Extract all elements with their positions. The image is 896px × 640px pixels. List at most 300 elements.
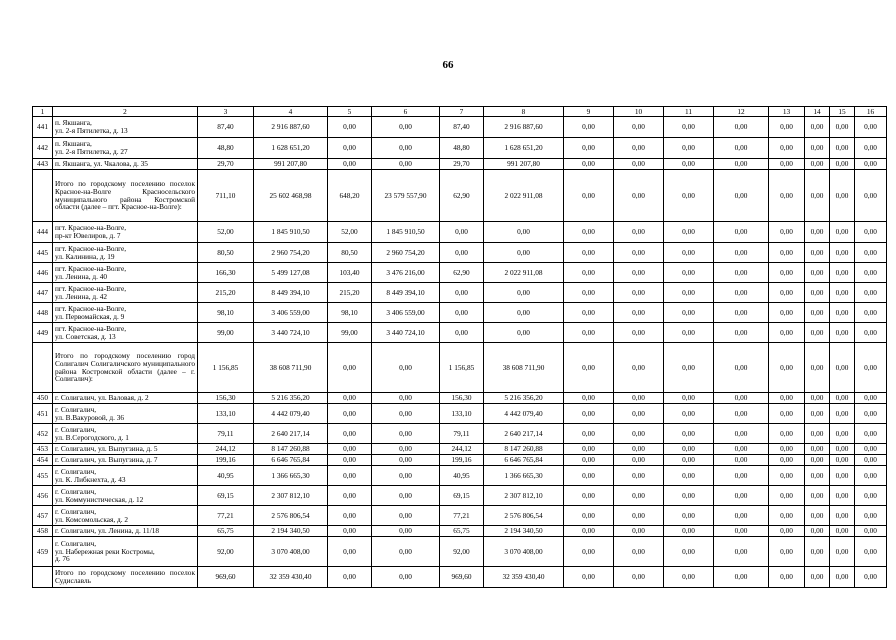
value-cell: 0,00 xyxy=(830,466,855,486)
value-cell: 0,00 xyxy=(769,466,805,486)
value-cell: 5 216 356,20 xyxy=(254,393,328,404)
value-cell: 156,30 xyxy=(198,393,254,404)
header-cell: 15 xyxy=(830,107,855,117)
value-cell: 0,00 xyxy=(855,222,887,243)
value-cell: 0,00 xyxy=(664,323,714,343)
value-cell: 0,00 xyxy=(372,424,440,444)
value-cell: 0,00 xyxy=(769,138,805,159)
value-cell: 52,00 xyxy=(328,222,372,243)
value-cell: 0,00 xyxy=(614,506,664,526)
value-cell: 0,00 xyxy=(769,263,805,283)
value-cell: 215,20 xyxy=(328,283,372,303)
value-cell: 4 442 079,40 xyxy=(254,404,328,424)
value-cell: 0,00 xyxy=(372,455,440,466)
header-cell: 11 xyxy=(664,107,714,117)
value-cell: 3 070 408,00 xyxy=(254,537,328,567)
value-cell: 969,60 xyxy=(440,567,484,588)
value-cell: 99,00 xyxy=(198,323,254,343)
address-cell: Итого по городскому поселению город Солигалич Солигаличского муниципального района Костромской области (далее – г. Солигалич): xyxy=(53,343,198,393)
value-cell: 0,00 xyxy=(664,263,714,283)
housing-register-table xyxy=(32,106,887,588)
value-cell: 0,00 xyxy=(614,455,664,466)
value-cell: 0,00 xyxy=(714,170,769,222)
value-cell: 0,00 xyxy=(564,138,614,159)
value-cell: 0,00 xyxy=(805,117,830,138)
value-cell: 0,00 xyxy=(564,393,614,404)
table-row xyxy=(33,323,887,343)
value-cell: 991 207,80 xyxy=(484,159,564,170)
value-cell: 98,10 xyxy=(328,303,372,323)
value-cell: 40,95 xyxy=(440,466,484,486)
value-cell: 80,50 xyxy=(328,243,372,263)
row-number-cell: 451 xyxy=(33,404,53,424)
value-cell: 0,00 xyxy=(769,170,805,222)
value-cell: 0,00 xyxy=(328,424,372,444)
value-cell: 0,00 xyxy=(328,159,372,170)
value-cell: 0,00 xyxy=(564,567,614,588)
value-cell: 0,00 xyxy=(328,444,372,455)
value-cell: 0,00 xyxy=(830,526,855,537)
value-cell: 0,00 xyxy=(714,444,769,455)
row-number-cell xyxy=(33,343,53,393)
value-cell: 0,00 xyxy=(855,526,887,537)
table-row xyxy=(33,444,887,455)
value-cell: 133,10 xyxy=(440,404,484,424)
value-cell: 0,00 xyxy=(855,393,887,404)
table-row xyxy=(33,404,887,424)
value-cell: 0,00 xyxy=(769,455,805,466)
value-cell: 0,00 xyxy=(855,444,887,455)
value-cell: 2 022 911,08 xyxy=(484,263,564,283)
value-cell: 0,00 xyxy=(372,393,440,404)
value-cell: 0,00 xyxy=(714,455,769,466)
value-cell: 711,10 xyxy=(198,170,254,222)
header-cell: 8 xyxy=(484,107,564,117)
value-cell: 3 406 559,00 xyxy=(372,303,440,323)
value-cell: 0,00 xyxy=(564,537,614,567)
value-cell: 0,00 xyxy=(484,243,564,263)
value-cell: 0,00 xyxy=(830,343,855,393)
table-row xyxy=(33,526,887,537)
row-number-cell: 454 xyxy=(33,455,53,466)
value-cell: 0,00 xyxy=(855,117,887,138)
value-cell: 0,00 xyxy=(769,506,805,526)
value-cell: 0,00 xyxy=(855,466,887,486)
value-cell: 0,00 xyxy=(614,117,664,138)
value-cell: 0,00 xyxy=(714,303,769,323)
value-cell: 2 194 340,50 xyxy=(484,526,564,537)
address-cell: пгт. Красное-на-Волге, ул. Советская, д. 13 xyxy=(53,323,198,343)
value-cell: 0,00 xyxy=(830,117,855,138)
value-cell: 0,00 xyxy=(769,567,805,588)
value-cell: 0,00 xyxy=(805,404,830,424)
subtotal-row xyxy=(33,170,887,222)
table-row xyxy=(33,159,887,170)
value-cell: 65,75 xyxy=(440,526,484,537)
value-cell: 0,00 xyxy=(328,506,372,526)
value-cell: 0,00 xyxy=(855,283,887,303)
value-cell: 8 147 260,88 xyxy=(254,444,328,455)
value-cell: 0,00 xyxy=(830,263,855,283)
value-cell: 40,95 xyxy=(198,466,254,486)
page-number: 66 xyxy=(442,59,454,71)
value-cell: 0,00 xyxy=(564,466,614,486)
subtotal-row xyxy=(33,567,887,588)
row-number-cell: 457 xyxy=(33,506,53,526)
value-cell: 0,00 xyxy=(830,138,855,159)
value-cell: 0,00 xyxy=(372,404,440,424)
header-cell: 5 xyxy=(328,107,372,117)
row-number-cell: 449 xyxy=(33,323,53,343)
value-cell: 0,00 xyxy=(805,486,830,506)
value-cell: 156,30 xyxy=(440,393,484,404)
value-cell: 0,00 xyxy=(769,393,805,404)
value-cell: 87,40 xyxy=(440,117,484,138)
value-cell: 1 845 910,50 xyxy=(254,222,328,243)
value-cell: 2 022 911,08 xyxy=(484,170,564,222)
value-cell: 0,00 xyxy=(664,404,714,424)
value-cell: 0,00 xyxy=(664,222,714,243)
value-cell: 23 579 557,90 xyxy=(372,170,440,222)
header-cell: 14 xyxy=(805,107,830,117)
value-cell: 0,00 xyxy=(805,466,830,486)
value-cell: 0,00 xyxy=(564,424,614,444)
value-cell: 0,00 xyxy=(564,117,614,138)
row-number-cell xyxy=(33,567,53,588)
value-cell: 8 449 394,10 xyxy=(254,283,328,303)
value-cell: 2 640 217,14 xyxy=(484,424,564,444)
value-cell: 0,00 xyxy=(855,424,887,444)
value-cell: 0,00 xyxy=(714,424,769,444)
value-cell: 0,00 xyxy=(564,243,614,263)
value-cell: 0,00 xyxy=(855,159,887,170)
value-cell: 0,00 xyxy=(328,567,372,588)
value-cell: 0,00 xyxy=(714,526,769,537)
value-cell: 3 476 216,00 xyxy=(372,263,440,283)
value-cell: 79,11 xyxy=(198,424,254,444)
value-cell: 0,00 xyxy=(328,455,372,466)
value-cell: 0,00 xyxy=(664,138,714,159)
value-cell: 0,00 xyxy=(372,486,440,506)
value-cell: 3 440 724,10 xyxy=(254,323,328,343)
value-cell: 0,00 xyxy=(714,243,769,263)
value-cell: 98,10 xyxy=(198,303,254,323)
value-cell: 0,00 xyxy=(664,444,714,455)
value-cell: 1 845 910,50 xyxy=(372,222,440,243)
value-cell: 0,00 xyxy=(372,159,440,170)
header-cell: 10 xyxy=(614,107,664,117)
value-cell: 0,00 xyxy=(855,243,887,263)
value-cell: 0,00 xyxy=(372,537,440,567)
value-cell: 1 366 665,30 xyxy=(254,466,328,486)
value-cell: 32 359 430,40 xyxy=(484,567,564,588)
value-cell: 0,00 xyxy=(328,393,372,404)
address-cell: пгт. Красное-на-Волге, пр-кт Ювелиров, д. 7 xyxy=(53,222,198,243)
value-cell: 29,70 xyxy=(440,159,484,170)
value-cell: 0,00 xyxy=(664,393,714,404)
value-cell: 0,00 xyxy=(714,283,769,303)
value-cell: 0,00 xyxy=(614,393,664,404)
address-cell: п. Якшанга, ул. 2-я Пятилетка, д. 27 xyxy=(53,138,198,159)
row-number-cell: 444 xyxy=(33,222,53,243)
value-cell: 991 207,80 xyxy=(254,159,328,170)
row-number-cell: 459 xyxy=(33,537,53,567)
value-cell: 0,00 xyxy=(664,170,714,222)
value-cell: 0,00 xyxy=(805,567,830,588)
row-number-cell: 445 xyxy=(33,243,53,263)
value-cell: 69,15 xyxy=(198,486,254,506)
value-cell: 0,00 xyxy=(328,138,372,159)
value-cell: 0,00 xyxy=(714,159,769,170)
value-cell: 0,00 xyxy=(564,170,614,222)
value-cell: 0,00 xyxy=(484,303,564,323)
value-cell: 0,00 xyxy=(372,506,440,526)
value-cell: 62,90 xyxy=(440,170,484,222)
value-cell: 0,00 xyxy=(805,323,830,343)
value-cell: 32 359 430,40 xyxy=(254,567,328,588)
value-cell: 0,00 xyxy=(614,263,664,283)
value-cell: 0,00 xyxy=(714,222,769,243)
value-cell: 0,00 xyxy=(564,159,614,170)
value-cell: 2 916 887,60 xyxy=(484,117,564,138)
value-cell: 0,00 xyxy=(769,222,805,243)
value-cell: 2 960 754,20 xyxy=(372,243,440,263)
value-cell: 8 147 260,88 xyxy=(484,444,564,455)
address-cell: пгт. Красное-на-Волге, ул. Первомайская, д. 9 xyxy=(53,303,198,323)
value-cell: 244,12 xyxy=(198,444,254,455)
header-cell: 2 xyxy=(53,107,198,117)
value-cell: 0,00 xyxy=(664,117,714,138)
value-cell: 29,70 xyxy=(198,159,254,170)
value-cell: 0,00 xyxy=(855,506,887,526)
value-cell: 0,00 xyxy=(769,424,805,444)
value-cell: 0,00 xyxy=(805,537,830,567)
value-cell: 0,00 xyxy=(564,444,614,455)
value-cell: 0,00 xyxy=(714,263,769,283)
value-cell: 0,00 xyxy=(769,243,805,263)
row-number-cell: 448 xyxy=(33,303,53,323)
value-cell: 0,00 xyxy=(664,424,714,444)
value-cell: 2 194 340,50 xyxy=(254,526,328,537)
value-cell: 0,00 xyxy=(805,159,830,170)
address-cell: г. Солигалич, ул. В.Серогодского, д. 1 xyxy=(53,424,198,444)
value-cell: 0,00 xyxy=(614,444,664,455)
value-cell: 0,00 xyxy=(714,404,769,424)
value-cell: 0,00 xyxy=(855,537,887,567)
value-cell: 0,00 xyxy=(805,170,830,222)
value-cell: 0,00 xyxy=(484,323,564,343)
header-cell: 7 xyxy=(440,107,484,117)
value-cell: 0,00 xyxy=(564,404,614,424)
value-cell: 0,00 xyxy=(440,323,484,343)
value-cell: 2 576 806,54 xyxy=(254,506,328,526)
value-cell: 0,00 xyxy=(664,159,714,170)
value-cell: 0,00 xyxy=(484,283,564,303)
value-cell: 0,00 xyxy=(830,455,855,466)
row-number-cell: 447 xyxy=(33,283,53,303)
address-cell: г. Солигалич, ул. Выпугзина, д. 5 xyxy=(53,444,198,455)
row-number-cell: 458 xyxy=(33,526,53,537)
value-cell: 0,00 xyxy=(714,486,769,506)
value-cell: 79,11 xyxy=(440,424,484,444)
table-row xyxy=(33,393,887,404)
value-cell: 0,00 xyxy=(714,138,769,159)
address-cell: г. Солигалич, ул. Валовая, д. 2 xyxy=(53,393,198,404)
value-cell: 0,00 xyxy=(769,404,805,424)
value-cell: 3 406 559,00 xyxy=(254,303,328,323)
value-cell: 0,00 xyxy=(664,526,714,537)
value-cell: 0,00 xyxy=(614,222,664,243)
value-cell: 0,00 xyxy=(664,466,714,486)
value-cell: 0,00 xyxy=(830,424,855,444)
value-cell: 199,16 xyxy=(198,455,254,466)
value-cell: 99,00 xyxy=(328,323,372,343)
value-cell: 77,21 xyxy=(440,506,484,526)
value-cell: 2 640 217,14 xyxy=(254,424,328,444)
value-cell: 0,00 xyxy=(805,263,830,283)
table-row xyxy=(33,424,887,444)
value-cell: 8 449 394,10 xyxy=(372,283,440,303)
value-cell: 0,00 xyxy=(564,486,614,506)
value-cell: 0,00 xyxy=(769,486,805,506)
value-cell: 0,00 xyxy=(372,444,440,455)
value-cell: 0,00 xyxy=(328,526,372,537)
value-cell: 0,00 xyxy=(855,486,887,506)
header-cell: 12 xyxy=(714,107,769,117)
row-number-cell: 455 xyxy=(33,466,53,486)
value-cell: 0,00 xyxy=(614,343,664,393)
value-cell: 6 646 765,84 xyxy=(484,455,564,466)
value-cell: 48,80 xyxy=(440,138,484,159)
value-cell: 0,00 xyxy=(614,537,664,567)
value-cell: 0,00 xyxy=(372,466,440,486)
table-row xyxy=(33,506,887,526)
value-cell: 0,00 xyxy=(830,159,855,170)
value-cell: 3 440 724,10 xyxy=(372,323,440,343)
value-cell: 0,00 xyxy=(564,222,614,243)
address-cell: г. Солигалич, ул. Набережная реки Костромы, д. 76 xyxy=(53,537,198,567)
value-cell: 0,00 xyxy=(614,567,664,588)
table-row xyxy=(33,263,887,283)
address-cell: Итого по городскому поселению поселок Красное-на-Волге Красносельского муниципального района Костромской области (далее – пгт. Красное-на-Волге): xyxy=(53,170,198,222)
value-cell: 0,00 xyxy=(830,404,855,424)
value-cell: 0,00 xyxy=(830,243,855,263)
value-cell: 0,00 xyxy=(440,222,484,243)
value-cell: 0,00 xyxy=(805,506,830,526)
value-cell: 0,00 xyxy=(855,170,887,222)
value-cell: 0,00 xyxy=(830,506,855,526)
value-cell: 648,20 xyxy=(328,170,372,222)
value-cell: 0,00 xyxy=(714,343,769,393)
value-cell: 0,00 xyxy=(855,323,887,343)
value-cell: 0,00 xyxy=(805,444,830,455)
value-cell: 65,75 xyxy=(198,526,254,537)
value-cell: 0,00 xyxy=(328,466,372,486)
address-cell: г. Солигалич, ул. К. Либкнехта, д. 43 xyxy=(53,466,198,486)
value-cell: 0,00 xyxy=(769,444,805,455)
value-cell: 4 442 079,40 xyxy=(484,404,564,424)
value-cell: 0,00 xyxy=(805,424,830,444)
value-cell: 1 628 651,20 xyxy=(484,138,564,159)
value-cell: 0,00 xyxy=(614,404,664,424)
value-cell: 0,00 xyxy=(614,424,664,444)
table-row xyxy=(33,466,887,486)
value-cell: 38 608 711,90 xyxy=(254,343,328,393)
value-cell: 0,00 xyxy=(564,455,614,466)
value-cell: 0,00 xyxy=(805,303,830,323)
value-cell: 166,30 xyxy=(198,263,254,283)
table-row xyxy=(33,222,887,243)
value-cell: 0,00 xyxy=(714,117,769,138)
header-cell: 9 xyxy=(564,107,614,117)
value-cell: 0,00 xyxy=(769,526,805,537)
value-cell: 0,00 xyxy=(328,404,372,424)
header-cell: 13 xyxy=(769,107,805,117)
value-cell: 0,00 xyxy=(664,537,714,567)
value-cell: 0,00 xyxy=(830,303,855,323)
address-cell: г. Солигалич, ул. Комсомольская, д. 2 xyxy=(53,506,198,526)
address-cell: г. Солигалич, ул. Ленина, д. 11/18 xyxy=(53,526,198,537)
value-cell: 0,00 xyxy=(440,243,484,263)
value-cell: 0,00 xyxy=(855,455,887,466)
value-cell: 0,00 xyxy=(664,486,714,506)
value-cell: 0,00 xyxy=(830,537,855,567)
value-cell: 1 156,85 xyxy=(198,343,254,393)
table-row xyxy=(33,243,887,263)
value-cell: 0,00 xyxy=(328,537,372,567)
value-cell: 69,15 xyxy=(440,486,484,506)
value-cell: 0,00 xyxy=(614,486,664,506)
value-cell: 0,00 xyxy=(830,567,855,588)
value-cell: 0,00 xyxy=(664,283,714,303)
header-cell: 1 xyxy=(33,107,53,117)
value-cell: 0,00 xyxy=(769,283,805,303)
value-cell: 0,00 xyxy=(614,138,664,159)
value-cell: 0,00 xyxy=(614,303,664,323)
value-cell: 103,40 xyxy=(328,263,372,283)
table-row xyxy=(33,455,887,466)
value-cell: 92,00 xyxy=(440,537,484,567)
value-cell: 0,00 xyxy=(830,170,855,222)
value-cell: 0,00 xyxy=(714,393,769,404)
value-cell: 0,00 xyxy=(714,537,769,567)
value-cell: 0,00 xyxy=(769,303,805,323)
address-cell: г. Солигалич, ул. В.Вакуровой, д. 36 xyxy=(53,404,198,424)
value-cell: 0,00 xyxy=(614,466,664,486)
table-row xyxy=(33,486,887,506)
value-cell: 92,00 xyxy=(198,537,254,567)
value-cell: 0,00 xyxy=(855,567,887,588)
row-number-cell: 450 xyxy=(33,393,53,404)
value-cell: 0,00 xyxy=(614,243,664,263)
value-cell: 0,00 xyxy=(830,283,855,303)
value-cell: 5 216 356,20 xyxy=(484,393,564,404)
address-cell: пгт. Красное-на-Волге, ул. Калинина, д. 19 xyxy=(53,243,198,263)
value-cell: 38 608 711,90 xyxy=(484,343,564,393)
value-cell: 0,00 xyxy=(805,243,830,263)
value-cell: 0,00 xyxy=(372,567,440,588)
value-cell: 0,00 xyxy=(855,138,887,159)
value-cell: 0,00 xyxy=(372,343,440,393)
value-cell: 87,40 xyxy=(198,117,254,138)
value-cell: 0,00 xyxy=(564,323,614,343)
value-cell: 244,12 xyxy=(440,444,484,455)
value-cell: 0,00 xyxy=(714,506,769,526)
value-cell: 0,00 xyxy=(614,170,664,222)
value-cell: 0,00 xyxy=(564,343,614,393)
value-cell: 0,00 xyxy=(855,404,887,424)
table-row xyxy=(33,303,887,323)
